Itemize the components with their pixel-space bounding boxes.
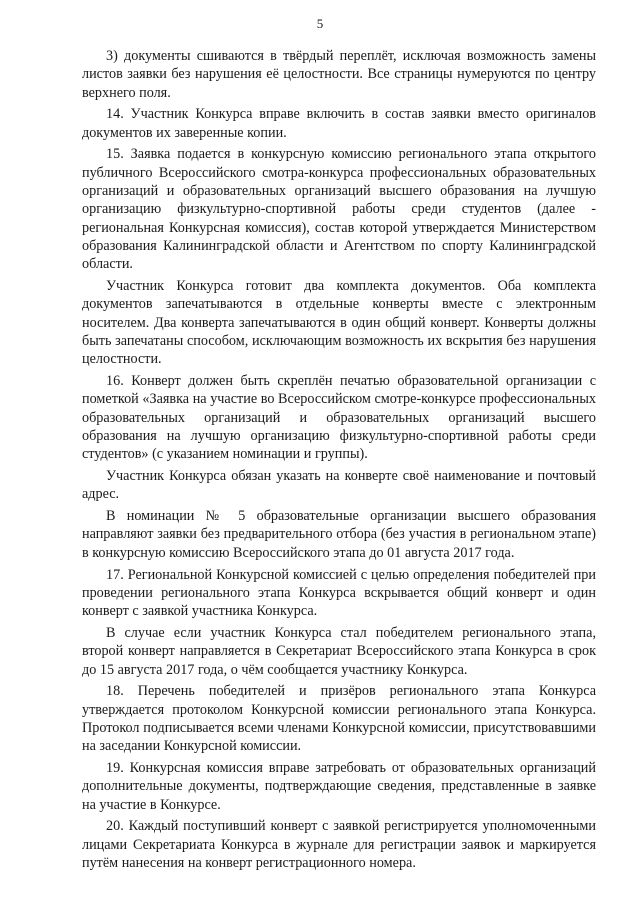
paragraph-document-sets: Участник Конкурса готовит два комплекта документов. Оба комплекта документов запечатываются в отдельные конверты вместе с электронным носителем. Два конверта запечатываются в один общий конверт. Конверты должны быть запечатаны способом, исключающим возможность их вскрытия без нарушения целостности. xyxy=(82,278,596,368)
page-number: 5 xyxy=(316,16,324,31)
paragraph-16-envelope: 16. Конверт должен быть скреплён печатью образовательной организации с пометкой «Заявка на участие во Всероссийском смотре-конкурсе профессиональных образовательных организаций и образовательных организаций высшего образования на лучшую организацию физкультурно-спортивной работы среди студентов» (с указанием номинации и группы). xyxy=(82,373,596,463)
paragraph-second-envelope: В случае если участник Конкурса стал победителем регионального этапа, второй конверт направляется в Секретариат Всероссийского этапа Конкурса в срок до 15 августа 2017 года, о чём сообщается участнику Конкурса. xyxy=(82,624,596,678)
paragraph-14-copies: 14. Участник Конкурса вправе включить в состав заявки вместо оригиналов документов их заверенные копии. xyxy=(82,106,596,141)
paragraph-envelope-address: Участник Конкурса обязан указать на конверте своё наименование и почтовый адрес. xyxy=(82,468,596,503)
paragraph-19-additional-docs: 19. Конкурсная комиссия вправе затребовать от образовательных организаций дополнительные документы, подтверждающие сведения, представленные в заявке на участие в Конкурсе. xyxy=(82,759,596,813)
paragraph-18-winners: 18. Перечень победителей и призёров регионального этапа Конкурса утверждается протоколом Конкурсной комиссии регионального этапа Конкурса. Протокол подписывается всеми членами Конкурсной комиссии, присутствовавшими на заседании Конкурсной комиссии. xyxy=(82,683,596,755)
paragraph-20-registration: 20. Каждый поступивший конверт с заявкой регистрируется уполномоченными лицами Секретариата Конкурса в журнале для регистрации заявок и маркируется путём нанесения на конверт регистрационного номера. xyxy=(82,818,596,871)
paragraph-15-application: 15. Заявка подается в конкурсную комиссию регионального этапа открытого публичного Всероссийского смотра-конкурса профессиональных образовательных организаций и образовательных организаций высшего образования на лучшую организацию физкультурно-спортивной работы среди студентов (далее - региональная Конкурсная комиссия), состав которой утверждается Министерством образования Калининградской области и Агентством по спорту Калининградской области. xyxy=(82,146,596,273)
document-body xyxy=(82,47,596,876)
paragraph-3-sewing: 3) документы сшиваются в твёрдый переплёт, исключая возможность замены листов заявки без нарушения её целостности. Все страницы нумеруются по центру верхнего поля. xyxy=(82,48,596,101)
paragraph-nomination-5: В номинации № 5 образовательные организации высшего образования направляют заявки без предварительного отбора (без участия в региональном этапе) в конкурсную комиссию Всероссийского этапа до 01 августа 2017 года. xyxy=(82,508,596,561)
paragraph-17-opening: 17. Региональной Конкурсной комиссией с целью определения победителей при проведении регионального этапа Конкурса вскрывается общий конверт и один конверт с заявкой участника Конкурса. xyxy=(82,566,596,620)
